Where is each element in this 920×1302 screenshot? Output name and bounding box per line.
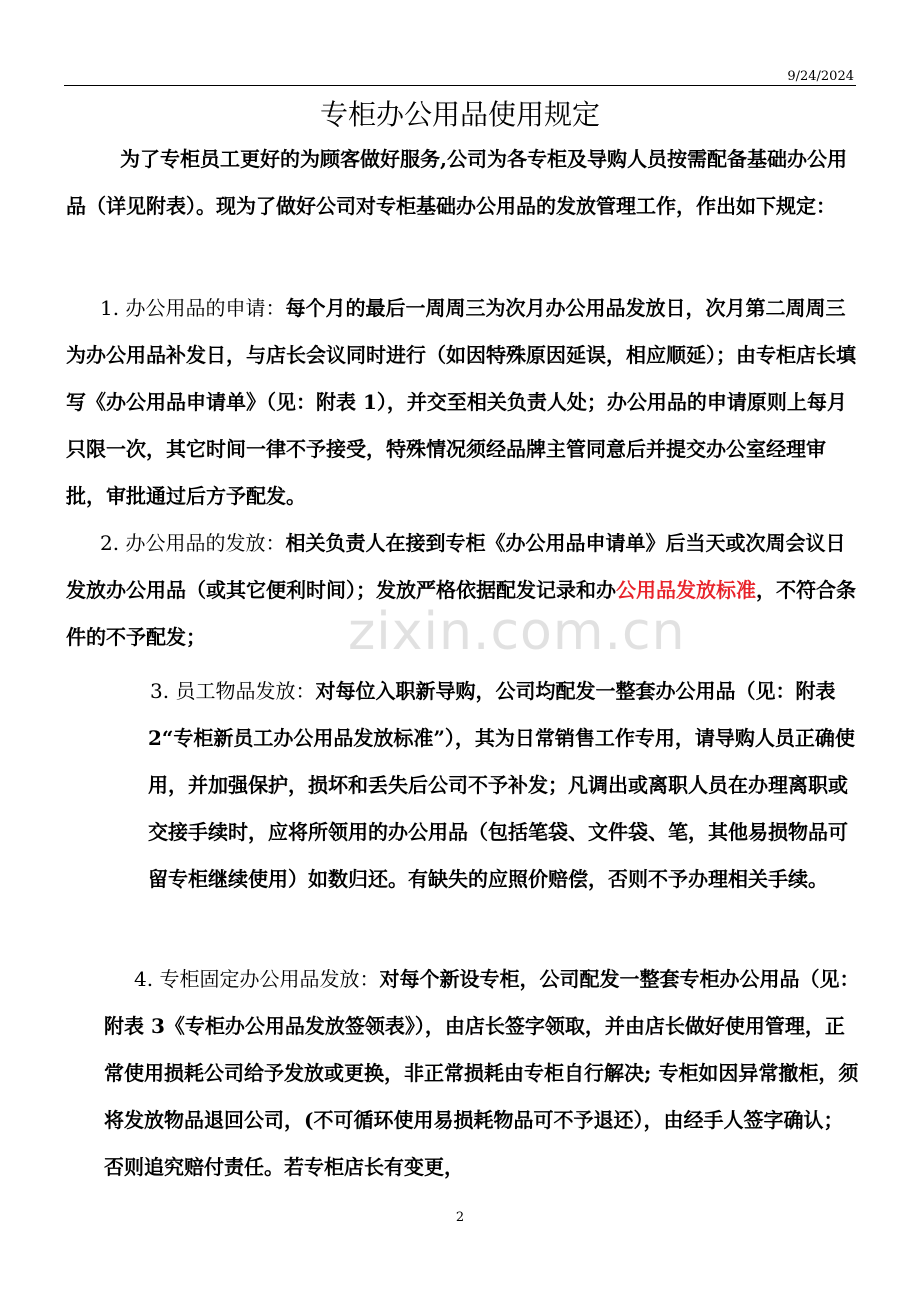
rule-item-2: [66, 520, 858, 661]
rule-item-1-body: 每个月的最后一周周三为次月办公用品发放日，次月第二周周三为办公用品补发日，与店长会议同时进行（如因特殊原因延误，相应顺延）；由专柜店长填写《办公用品申请单》（见：附表 1），并交至相关负责人处；办公用品的申请原则上每月只限一次，其它时间一律不予接受，特殊情况须经品牌主管同意后并提交办公室经理审批，审批通过后方予配发。: [66, 296, 856, 508]
rule-item-4-lead: 4. 专柜固定办公用品发放：: [134, 967, 380, 991]
rule-item-2-tail: ，不符合条件的不予配发；: [66, 578, 856, 649]
rule-item-3: [148, 668, 860, 903]
rule-item-1-lead: 1. 办公用品的申请：: [100, 296, 286, 320]
header-date: 9/24/2024: [787, 69, 854, 84]
page-number: 2: [455, 1210, 465, 1225]
document-title: 专柜办公用品使用规定: [319, 98, 600, 131]
rule-item-2-body: 相关负责人在接到专柜《办公用品申请单》后当天或次周会议日发放办公用品（或其它便利时间）；发放严格依据配发记录和办: [66, 531, 846, 602]
rule-item-2-highlight: 公用品发放标准: [616, 578, 756, 602]
rule-item-3-body: 对每位入职新导购，公司均配发一整套办公用品（见：附表 2“专柜新员工办公用品发放标准”），其为日常销售工作专用，请导购人员正确使用，并加强保护，损坏和丢失后公司不予补发；凡调出或离职人员在办理离职或交接手续时，应将所领用的办公用品（包括笔袋、文件袋、笔，其他易损物品可留专柜继续使用）如数归还。有缺失的应照价赔偿，否则不予办理相关手续。: [148, 679, 855, 891]
watermark: zixin.com.cn: [348, 602, 686, 662]
intro-paragraph: 为了专柜员工更好的为顾客做好服务,公司为各专柜及导购人员按需配备基础办公用品（详见附表）。现为了做好公司对专柜基础办公用品的发放管理工作，作出如下规定：: [66, 147, 847, 218]
rule-item-2-lead: 2. 办公用品的发放：: [100, 531, 286, 555]
header-rule: [64, 85, 856, 86]
rule-item-4: [104, 956, 860, 1191]
rule-item-3-lead: 3. 员工物品发放：: [150, 679, 316, 703]
rule-item-4-body: 对每个新设专柜，公司配发一整套专柜办公用品（见：附表 3《专柜办公用品发放签领表》），由店长签字领取，并由店长做好使用管理，正常使用损耗公司给予发放或更换，非正常损耗由专柜自行解决; 专柜如因异常撤柜，须将发放物品退回公司，(不可循环使用易损耗物品可不予退还），由经手人签字确认；否则追究赔付责任。若专柜店长有变更，: [104, 967, 860, 1179]
rule-item-1: [66, 285, 858, 520]
